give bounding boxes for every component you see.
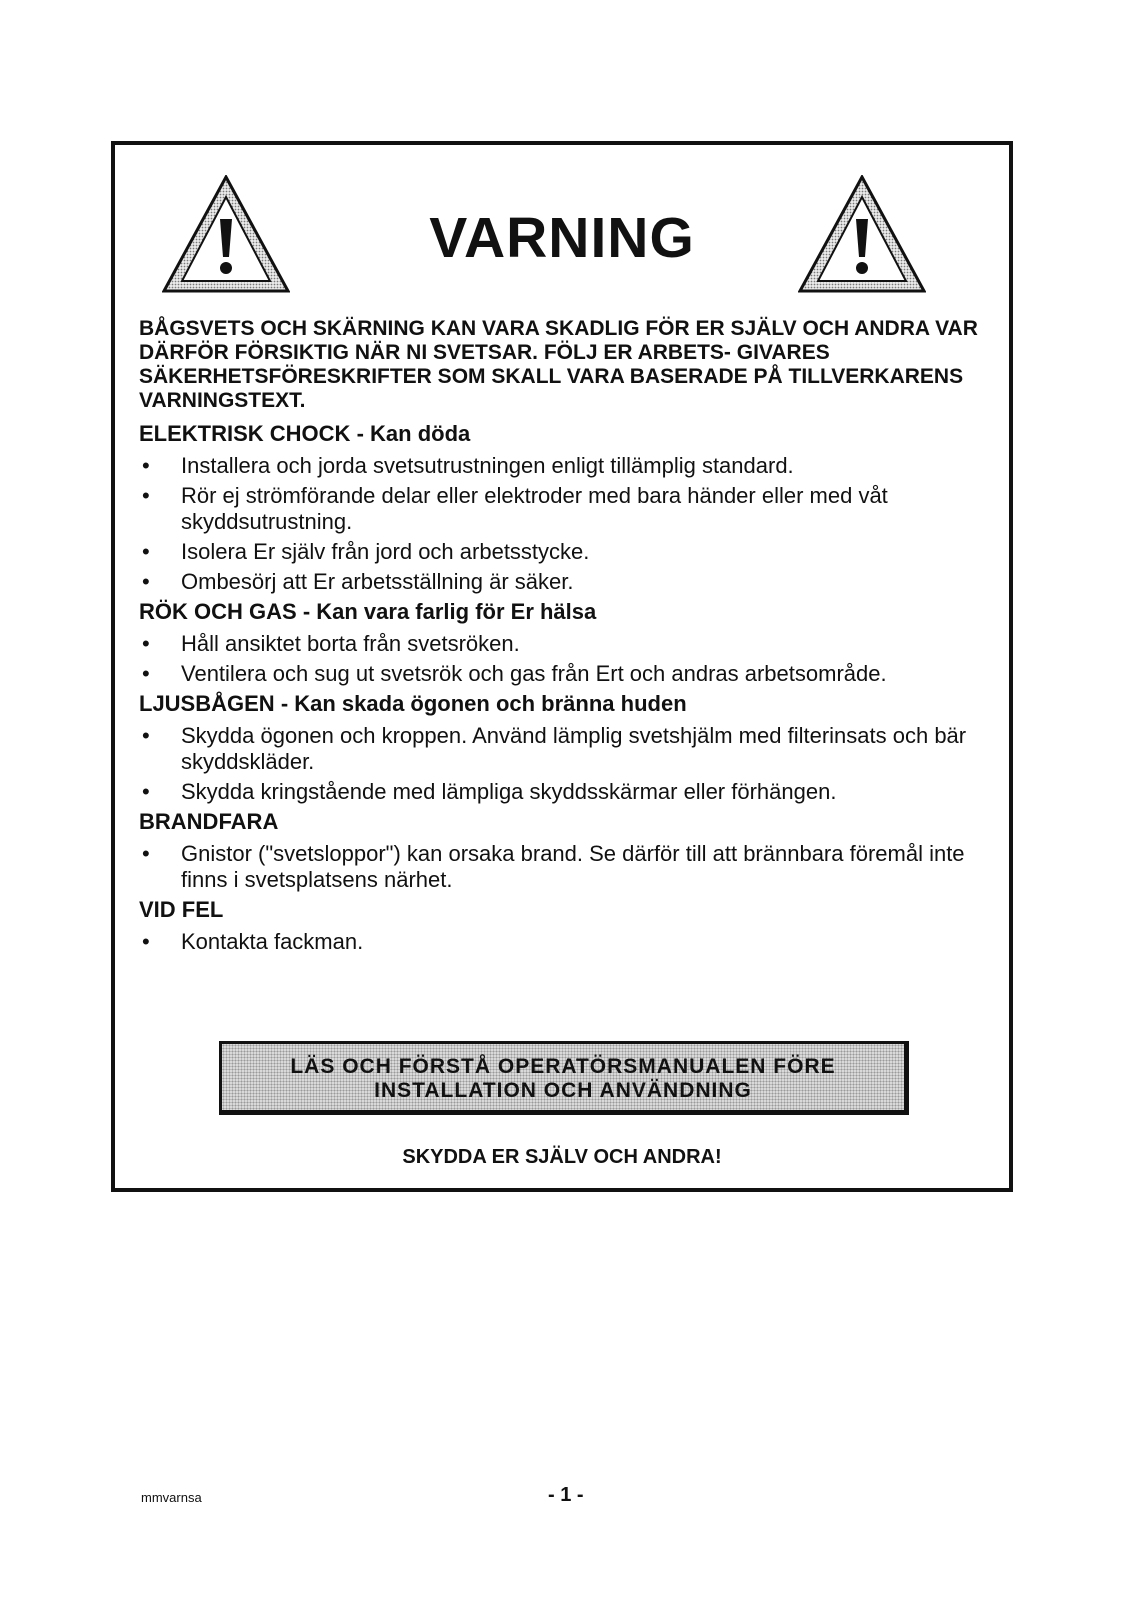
document-code: mmvarnsa <box>141 1490 202 1505</box>
section-subheading: - Kan döda <box>356 421 471 446</box>
notice-line: INSTALLATION OCH ANVÄNDNING <box>374 1079 752 1102</box>
section-heading: VID FEL <box>139 897 224 922</box>
list-item: • Ombesörj att Er arbetsställning är säker. <box>139 569 979 595</box>
section-heading-fire <box>139 809 979 835</box>
bullet-list-fire <box>139 841 979 893</box>
intro-paragraph: BÅGSVETS OCH SKÄRNING KAN VARA SKADLIG FÖR ER SJÄLV OCH ANDRA VAR DÄRFÖR FÖRSIKTIG NÄR NI SVETSAR. FÖLJ ER ARBETS- GIVARES SÄKERHETSFÖRESKRIFTER SOM SKALL VARA BASERADE PÅ TILLVERKARENS VARNINGSTEXT. <box>139 317 978 412</box>
section-heading: RÖK OCH GAS <box>139 599 297 624</box>
list-item: • Isolera Er själv från jord och arbetsstycke. <box>139 539 979 565</box>
section-heading: LJUSBÅGEN <box>139 691 275 716</box>
section-heading: BRANDFARA <box>139 809 279 834</box>
list-item: • Installera och jorda svetsutrustningen enligt tillämplig standard. <box>139 453 979 479</box>
page-title: VARNING <box>429 206 695 270</box>
list-item: • Ventilera och sug ut svetsrök och gas från Ert och andras arbetsområde. <box>139 661 979 687</box>
section-heading-electric-shock <box>139 421 979 447</box>
bullet-list-arc <box>139 723 979 805</box>
page-number: - 1 - <box>548 1484 584 1506</box>
list-item: • Skydda ögonen och kroppen. Använd lämplig svetshjälm med filterinsats och bär skyddskläder. <box>139 723 979 775</box>
section-subheading: - Kan skada ögonen och bränna huden <box>280 691 687 716</box>
section-subheading: - Kan vara farlig för Er hälsa <box>302 599 597 624</box>
bullet-list-electric-shock <box>139 453 979 595</box>
bullet-list-smoke-gas <box>139 631 979 687</box>
section-heading-smoke-gas <box>139 599 979 625</box>
list-item: • Rör ej strömförande delar eller elektroder med bara händer eller med våt skyddsutrustning. <box>139 483 979 535</box>
warning-triangle-icon <box>798 175 926 293</box>
list-item: • Håll ansiktet borta från svetsröken. <box>139 631 979 657</box>
notice-line: LÄS OCH FÖRSTÅ OPERATÖRSMANUALEN FÖRE <box>290 1055 836 1078</box>
list-item: • Skydda kringstående med lämpliga skyddsskärmar eller förhängen. <box>139 779 979 805</box>
read-manual-notice <box>219 1041 909 1115</box>
list-item: • Kontakta fackman. <box>139 929 979 955</box>
bullet-list-fault <box>139 929 979 955</box>
warning-frame <box>111 141 1013 1192</box>
closing-statement: SKYDDA ER SJÄLV OCH ANDRA! <box>402 1146 722 1168</box>
warning-header <box>115 167 1009 297</box>
section-heading-arc <box>139 691 979 717</box>
section-heading-fault <box>139 897 979 923</box>
warning-content <box>139 317 979 959</box>
section-heading: ELEKTRISK CHOCK <box>139 421 351 446</box>
list-item: • Gnistor ("svetsloppor") kan orsaka brand. Se därför till att brännbara föremål inte finns i svetsplatsens närhet. <box>139 841 979 893</box>
